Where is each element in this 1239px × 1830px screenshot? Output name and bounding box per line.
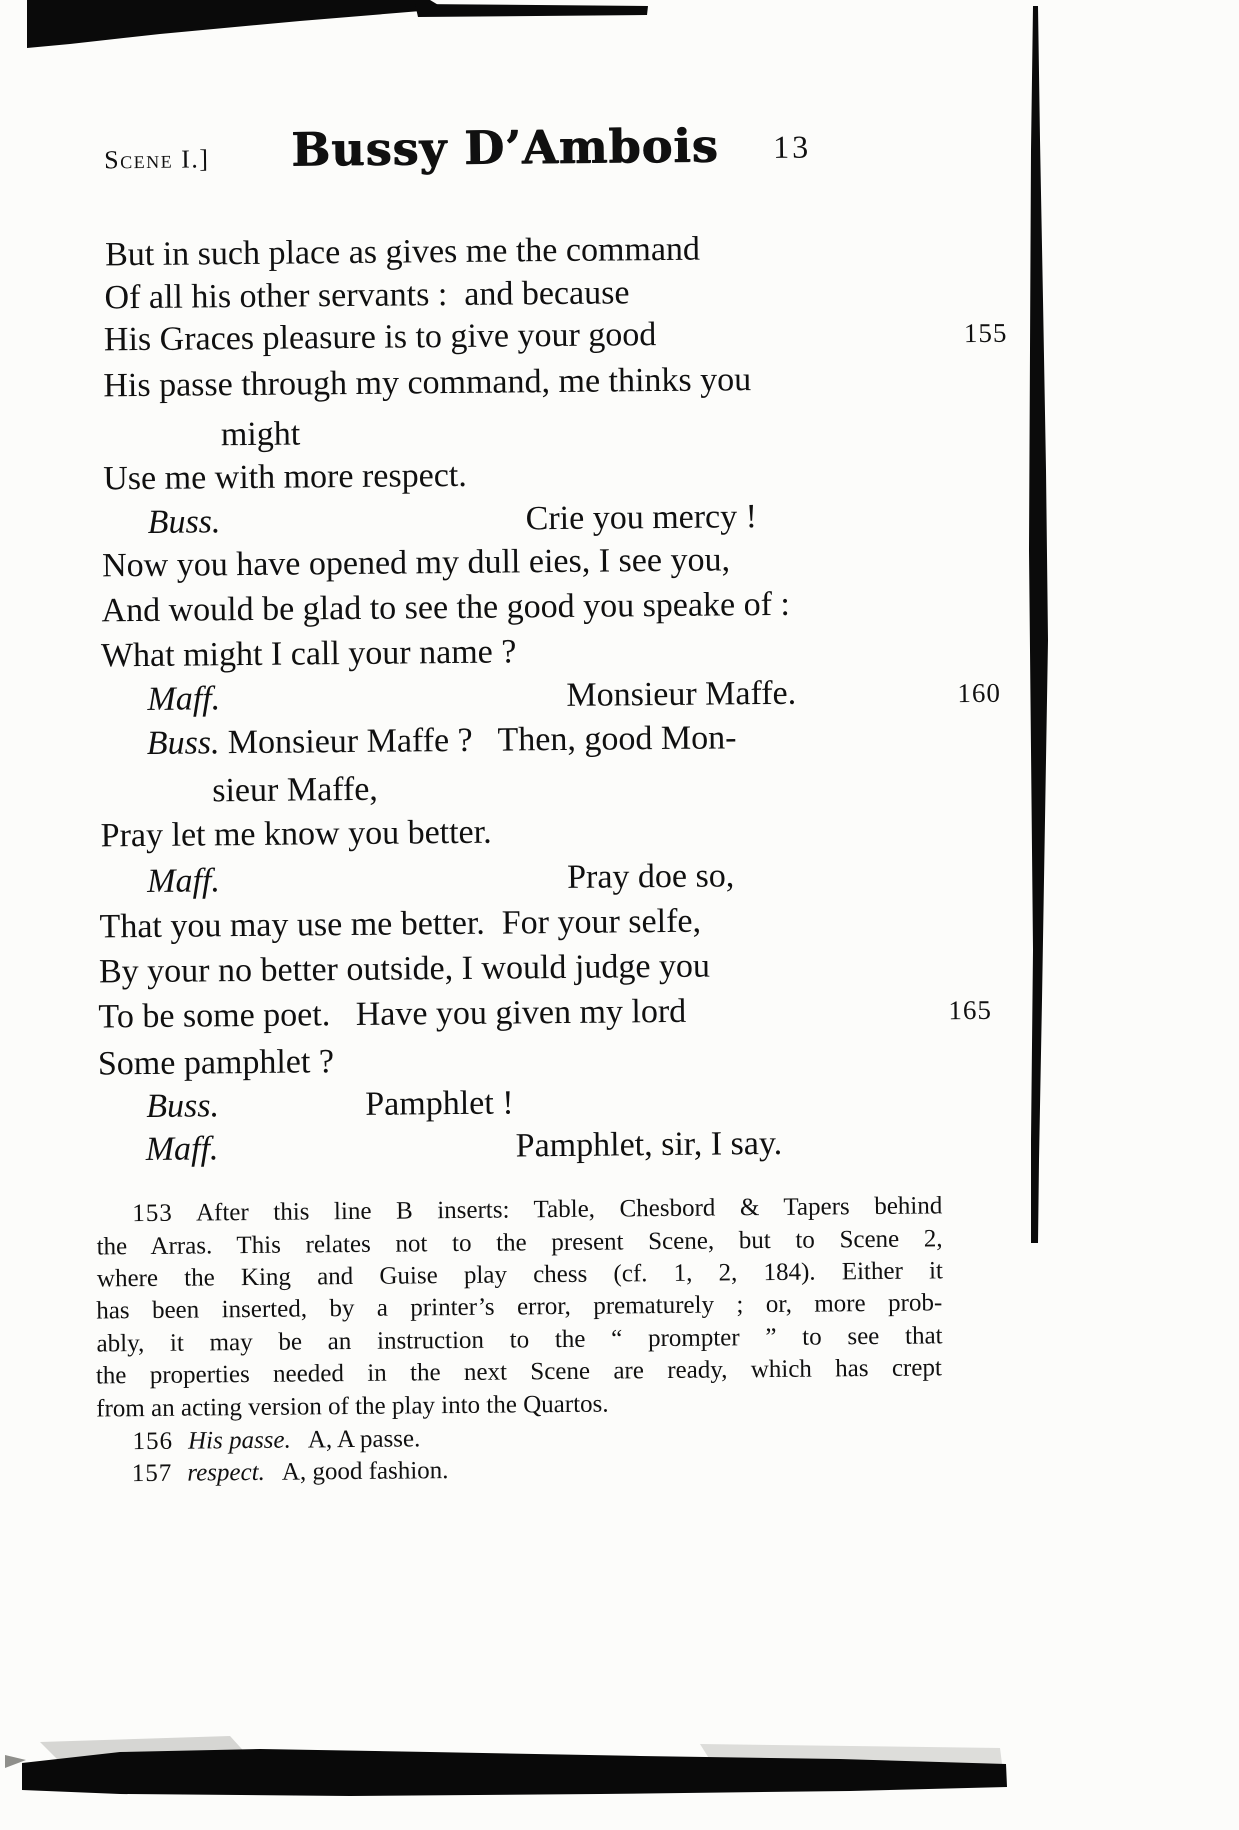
verse-text: Of all his other servants : and because xyxy=(104,274,630,317)
verse-text: Pray doe so, xyxy=(566,857,735,896)
verse-text: sieur Maffe, xyxy=(212,770,378,810)
verse-text: Crie you mercy ! xyxy=(525,498,758,538)
footnote-text: the properties needed in the next Scene are ready, which has crept xyxy=(95,1354,942,1390)
footnote-text: After this line B inserts: Table, Chesbord & Tapers behind xyxy=(195,1192,943,1227)
verse-text: might xyxy=(220,415,301,454)
verse-text: Pamphlet ! xyxy=(365,1084,514,1123)
footnote-text: A, A passe. xyxy=(307,1425,421,1454)
verse-text: Use me with more respect. xyxy=(103,456,467,498)
verse-text: Pray let me know you better. xyxy=(100,813,492,855)
verse-text: Some pamphlet ? xyxy=(97,1043,335,1083)
footnote-term: His passe. xyxy=(187,1426,291,1455)
verse-text: By your no better outside, I would judge you xyxy=(98,947,711,991)
page-number: 13 xyxy=(772,128,812,165)
footnote-text: from an acting version of the play into the Quartos. xyxy=(96,1390,609,1423)
line-number: 155 xyxy=(963,317,1008,349)
speaker-label: Maff. xyxy=(147,680,221,718)
footnote-text: has been inserted, by a printer’s error, prematurely ; or, more prob- xyxy=(96,1289,943,1325)
scene-label: Scene I.] xyxy=(104,144,210,175)
line-number: 165 xyxy=(948,994,993,1026)
footnote-line xyxy=(96,1354,942,1390)
footnote-line xyxy=(132,1425,420,1456)
verse-text: And would be glad to see the good you speake of : xyxy=(101,585,791,630)
verse-text: Pamphlet, sir, I say. xyxy=(515,1124,783,1165)
verse-text: But in such place as gives me the command xyxy=(104,230,701,274)
footnote-text: where the King and Guise play chess (cf. 1, 2, 184). Either it xyxy=(96,1257,944,1293)
footnote-line xyxy=(96,1322,942,1358)
verse-text: Monsieur Maffe ? Then, good Mon- xyxy=(227,719,737,762)
verse-text: Monsieur Maffe. xyxy=(566,674,797,714)
footnote-line xyxy=(96,1289,942,1325)
footnote-line xyxy=(132,1192,942,1228)
footnote-text: the Arras. This relates not to the present Scene, but to Scene 2, xyxy=(96,1225,943,1261)
speaker-label: Maff. xyxy=(146,862,221,900)
verse-text: What might I call your name ? xyxy=(100,633,517,675)
verse-text: That you may use me better. For your selfe, xyxy=(99,902,702,946)
footnote-text: A, good fashion. xyxy=(281,1457,449,1486)
footnote-number: 156 xyxy=(132,1427,174,1456)
verse-text: Now you have opened my dull eies, I see you, xyxy=(101,541,731,585)
speaker-label: Buss. xyxy=(147,503,221,541)
speaker-label: Maff. xyxy=(145,1130,219,1168)
footnote-text: ably, it may be an instruction to the “ prompter ” to see that xyxy=(96,1322,943,1358)
running-title: Bussy D’Ambois xyxy=(290,118,719,177)
footnote-line xyxy=(96,1391,609,1424)
speaker-label: Buss. xyxy=(146,724,220,762)
verse-text: To be some poet. Have you given my lord xyxy=(98,992,687,1036)
footnote-line xyxy=(97,1257,943,1293)
footnote-line xyxy=(97,1225,943,1261)
footnote-term: respect. xyxy=(187,1458,265,1487)
line-number: 160 xyxy=(957,677,1002,709)
footnote-number: 153 xyxy=(132,1199,173,1228)
verse-text: His Graces pleasure is to give your good xyxy=(103,316,657,359)
verse-text: His passe through my command, me thinks you xyxy=(103,361,752,405)
footnote-number: 157 xyxy=(131,1459,173,1488)
speaker-label: Buss. xyxy=(146,1087,220,1125)
footnote-line xyxy=(132,1457,449,1488)
